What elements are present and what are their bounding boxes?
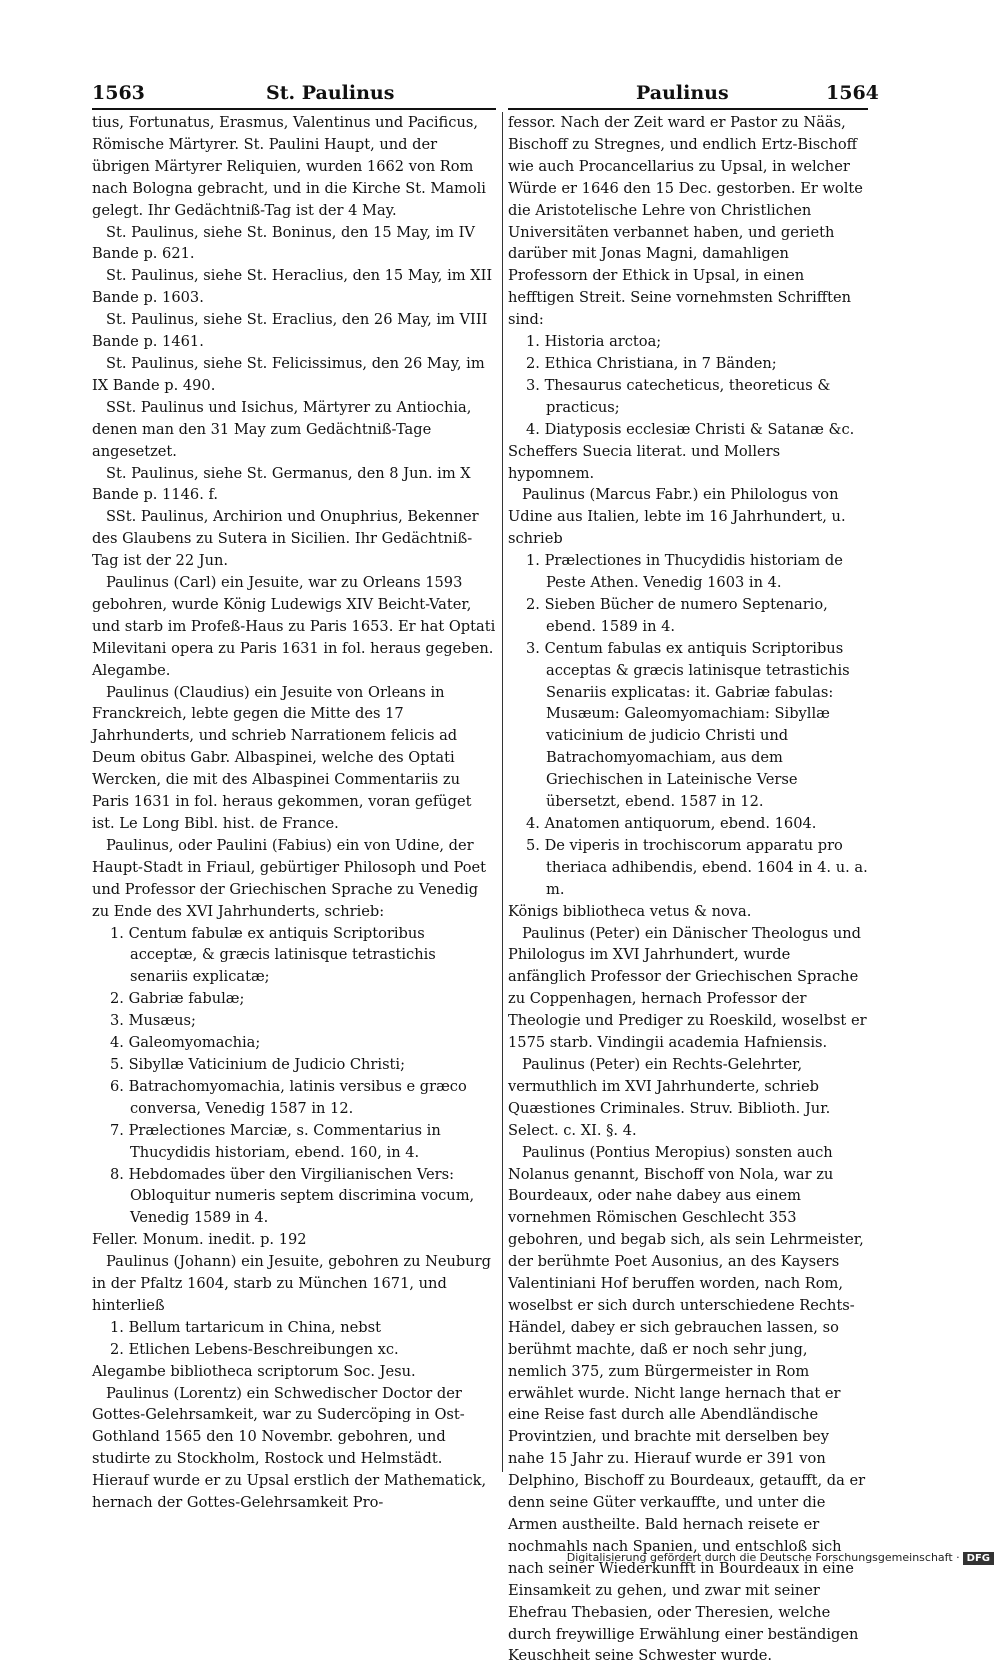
left-page-number: 1563 <box>92 82 145 104</box>
digitization-credit <box>567 1551 994 1565</box>
entry-paragraph: Paulinus (Johann) ein Jesuite, gebohren zu Neuburg in der Pfaltz 1604, starb zu München 1671, und hinterließ <box>92 1253 491 1314</box>
entry-paragraph: St. Paulinus, siehe St. Germanus, den 8 Jun. im X Bande p. 1146. f. <box>92 464 471 504</box>
list-item: 1. Historia arctoa; <box>526 333 662 351</box>
list-item: 8. Hebdomades über den Virgilianischen Vers: Obloquitur numeris septem discrimina vocum, Venedig 1589 in 4. <box>110 1165 475 1227</box>
entry-paragraph: Alegambe bibliotheca scriptorum Soc. Jesu. <box>92 1362 416 1380</box>
entry-paragraph: Paulinus (Claudius) ein Jesuite von Orleans in Franckreich, lebte gegen die Mitte des 17 Jahrhunderts, und schrieb Narrationem felicis ad Deum obitus Gabr. Albaspinei, welche des Optati Wercken, die mit des Albaspinei Commentariis zu Paris 1631 in fol. heraus gekommen, voran gefüget ist. Le Long Bibl. hist. de France. <box>92 683 472 832</box>
list-item: 3. Musæus; <box>110 1012 196 1030</box>
entry-paragraph: Paulinus, oder Paulini (Fabius) ein von Udine, der Haupt-Stadt in Friaul, gebürtiger Philosoph und Poet und Professor der Griechischen Sprache zu Venedig zu Ende des XVI Jahrhunderts, schrieb: <box>92 836 487 920</box>
list-item: 7. Prælectiones Marciæ, s. Commentarius in Thucydidis historiam, ebend. 160, in 4. <box>110 1121 441 1161</box>
entry-paragraph: Königs bibliotheca vetus & nova. <box>508 902 752 920</box>
entry-paragraph: St. Paulinus, siehe St. Heraclius, den 15 May, im XII Bande p. 1603. <box>92 267 493 307</box>
right-page-number: 1564 <box>826 82 879 104</box>
header-rule-left <box>92 108 496 110</box>
numbered-list <box>508 331 868 441</box>
numbered-list <box>508 550 868 901</box>
entry-paragraph: St. Paulinus, siehe St. Boninus, den 15 May, im IV Bande p. 621. <box>92 223 475 263</box>
list-item: 4. Galeomyomachia; <box>110 1034 261 1052</box>
entry-paragraph: SSt. Paulinus, Archirion und Onuphrius, Bekenner des Glaubens zu Sutera in Sicilien. Ihr Gedächtniß-Tag ist der 22 Jun. <box>92 508 479 570</box>
list-item: 5. De viperis in trochiscorum apparatu pro theriaca adhibendis, ebend. 1604 in 4. u. a. m. <box>526 836 868 898</box>
right-running-title: Paulinus <box>636 82 729 104</box>
list-item: 1. Prælectiones in Thucydidis historiam de Peste Athen. Venedig 1603 in 4. <box>526 552 843 592</box>
left-column <box>92 112 496 1514</box>
list-item: 3. Thesaurus catecheticus, theoreticus & practicus; <box>526 376 831 416</box>
list-item: 2. Ethica Christiana, in 7 Bänden; <box>526 354 777 372</box>
list-item: 1. Bellum tartaricum in China, nebst <box>110 1318 381 1336</box>
list-item: 4. Anatomen antiquorum, ebend. 1604. <box>526 815 817 832</box>
entry-paragraph: St. Paulinus, siehe St. Eraclius, den 26 May, im VIII Bande p. 1461. <box>92 311 488 351</box>
entry-paragraph: Paulinus (Peter) ein Dänischer Theologus und Philologus im XVI Jahrhundert, wurde anfänglich Professor der Griechischen Sprache zu Coppenhagen, hernach Professor der Theologie und Prediger zu Roeskild, woselbst er 1575 starb. Vindingii academia Hafniensis. <box>508 924 867 1052</box>
credit-text: Digitalisierung gefördert durch die Deutsche Forschungsgemeinschaft · <box>566 1551 960 1564</box>
column-divider <box>502 112 503 1472</box>
header-rule-right <box>508 108 868 110</box>
right-column <box>508 112 868 1667</box>
entry-paragraph: Paulinus (Pontius Meropius) sonsten auch Nolanus genannt, Bischoff von Nola, war zu Bourdeaux, oder nahe dabey aus einem vornehmen Römischen Geschlecht 353 gebohren, und begab sich, als sein Lehrmeister, der berühmte Poet Ausonius, an des Kaysers Valentiniani Hof beruffen worden, nach Rom, woselbst er sich durch unterschiedene Rechts-Händel, dabey er sich gebrauchen lassen, so berühmt machte, daß er noch sehr jung, nemlich 375, zum Bürgermeister in Rom erwählet wurde. Nicht lange hernach that er eine Reise fast durch alle Abendländische Provintzien, und brachte mit derselben bey nahe 15 Jahr zu. Hierauf wurde er 391 von Delphino, Bischoff zu Bourdeaux, getaufft, da er denn seine Güter verkauffte, und unter die Armen austheilte. Bald hernach reisete er nochmahls nach Spanien, und entschloß sich nach seiner Wiederkunfft in Bourdeaux in eine Einsamkeit zu gehen, und zwar mit seiner Ehefrau Thebasien, oder Theresien, welche durch freywillige Erwählung einer beständigen Keuschheit seine Schwester wurde. <box>508 1143 866 1665</box>
entry-paragraph: Scheffers Suecia literat. und Mollers hypomnem. <box>508 442 781 482</box>
list-item: 2. Etlichen Lebens-Beschreibungen xc. <box>110 1340 399 1358</box>
entry-paragraph: Paulinus (Carl) ein Jesuite, war zu Orleans 1593 gebohren, wurde König Ludewigs XIV Beicht-Vater, und starb im Profeß-Haus zu Paris 1653. Er hat Optati Milevitani opera zu Paris 1631 in fol. heraus gegeben. Alegambe. <box>92 574 496 679</box>
entry-paragraph: Paulinus (Lorentz) ein Schwedischer Doctor der Gottes-Gelehrsamkeit, war zu Sudercöping in Ost-Gothland 1565 den 10 Novembr. gebohren, und studirte zu Stockholm, Rostock und Helmstädt. Hierauf wurde er zu Upsal erstlich der Mathematick, hernach der Gottes-Gelehrsamkeit Pro- <box>92 1384 487 1512</box>
entry-paragraph: fessor. Nach der Zeit ward er Pastor zu Nääs, Bischoff zu Stregnes, und endlich Ertz-Bischoff wie auch Procancellarius zu Upsal, in welcher Würde er 1646 den 15 Dec. gestorben. Er wolte die Aristotelische Lehre von Christlichen Universitäten verbannet haben, und gerieth darüber mit Jonas Magni, damahligen Professorn der Ethick in Upsal, in einen hefftigen Streit. Seine vornehmsten Schrifften sind: <box>508 114 863 329</box>
numbered-list <box>92 1317 496 1361</box>
list-item: 4. Diatyposis ecclesiæ Christi & Satanæ &c. <box>526 420 855 438</box>
list-item: 3. Centum fabulas ex antiquis Scriptoribus acceptas & græcis latinisque tetrastichis Senariis explicatas: it. Gabriæ fabulas: Musæum: Galeomyomachiam: Sibyllæ vaticinium de judicio Christi und Batrachomyomachiam, aus dem Griechischen in Lateinische Verse übersetzt, ebend. 1587 in 12. <box>526 639 850 811</box>
left-running-title: St. Paulinus <box>266 82 395 104</box>
numbered-list <box>92 923 496 1230</box>
entry-paragraph: tius, Fortunatus, Erasmus, Valentinus und Pacificus, Römische Märtyrer. St. Paulini Haupt, und der übrigen Märtyrer Reliquien, wurden 1662 von Rom nach Bologna gebracht, und in die Kirche St. Mamoli gelegt. Ihr Gedächtniß-Tag ist der 4 May. <box>92 114 486 219</box>
dfg-logo: DFG <box>963 1552 994 1565</box>
list-item: 2. Gabriæ fabulæ; <box>110 990 245 1008</box>
entry-paragraph: SSt. Paulinus und Isichus, Märtyrer zu Antiochia, denen man den 31 May zum Gedächtniß-Tage angesetzet. <box>92 398 472 460</box>
list-item: 2. Sieben Bücher de numero Septenario, ebend. 1589 in 4. <box>526 595 828 635</box>
list-item: 5. Sibyllæ Vaticinium de Judicio Christi; <box>110 1055 406 1073</box>
entry-paragraph: Feller. Monum. inedit. p. 192 <box>92 1231 307 1249</box>
entry-paragraph: Paulinus (Marcus Fabr.) ein Philologus von Udine aus Italien, lebte im 16 Jahrhundert, u. schrieb <box>508 486 846 548</box>
entry-paragraph: Paulinus (Peter) ein Rechts-Gelehrter, vermuthlich im XVI Jahrhunderte, schrieb Quæstiones Criminales. Struv. Biblioth. Jur. Select. c. XI. §. 4. <box>508 1055 831 1139</box>
entry-paragraph: St. Paulinus, siehe St. Felicissimus, den 26 May, im IX Bande p. 490. <box>92 354 485 394</box>
list-item: 1. Centum fabulæ ex antiquis Scriptoribus acceptæ, & græcis latinisque tetrastichis senariis explicatæ; <box>110 924 436 986</box>
list-item: 6. Batrachomyomachia, latinis versibus e græco conversa, Venedig 1587 in 12. <box>110 1077 467 1117</box>
